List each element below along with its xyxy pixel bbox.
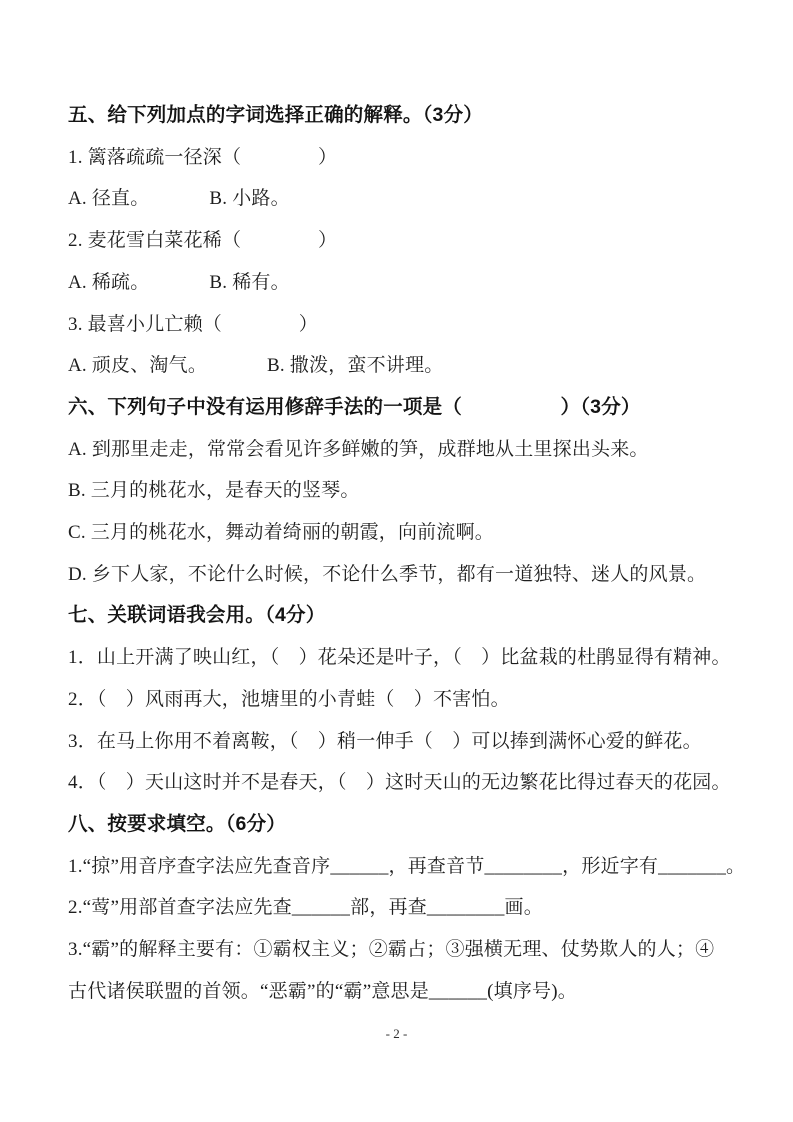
page-number: - 2 - [385, 1026, 408, 1041]
option-a-label: A. 径直。 [68, 188, 150, 210]
section-5-question-3: 3. 最喜小儿亡赖（ ） [68, 313, 319, 335]
section-6-option-b: B. 三月的桃花水，是春天的竖琴。 [68, 480, 360, 502]
section-7-item-1: 1．山上开满了映山红，（ ）花朵还是叶子，（ ）比盆栽的杜鹃显得有精神。 [68, 647, 731, 669]
section-5-question-2: 2. 麦花雪白菜花稀（ ） [68, 230, 338, 252]
section-5-question-3-options [68, 345, 774, 387]
section-7-item-4: 4．（ ）天山这时并不是春天，（ ）这时天山的无边繁花比得过春天的花园。 [68, 772, 731, 794]
section-5-question-1: 1. 篱落疏疏一径深（ ） [68, 146, 338, 168]
option-a-label: A. 稀疏。 [68, 271, 150, 293]
section-8-item-2: 2.“莺”用部首查字法应先查______部，再查________画。 [68, 897, 543, 919]
section-7-item-3: 3．在马上你用不着离鞍，（ ）稍一伸手（ ）可以捧到满怀心爱的鲜花。 [68, 730, 702, 752]
exam-content [68, 95, 774, 1012]
section-5-question-2-options [68, 262, 774, 304]
section-7-heading: 七、关联词语我会用。（4分） [68, 604, 326, 627]
section-5-heading: 五、给下列加点的字词选择正确的解释。（3分） [68, 104, 483, 126]
section-8-item-3-continued: 古代诸侯联盟的首领。“恶霸”的“霸”意思是______(填序号)。 [68, 980, 577, 1002]
option-b-label: B. 小路。 [209, 188, 290, 210]
section-8-heading: 八、按要求填空。（6分） [68, 812, 286, 835]
section-6-option-a: A. 到那里走走，常常会看见许多鲜嫩的笋，成群地从土里探出头来。 [68, 438, 649, 460]
section-5-question-1-options [68, 178, 774, 220]
option-a-label: A. 顽皮、淘气。 [68, 355, 208, 377]
option-b-label: B. 撒泼，蛮不讲理。 [267, 355, 444, 377]
section-8-item-3: 3.“霸”的解释主要有：①霸权主义；②霸占；③强横无理、仗势欺人的人；④ [68, 939, 715, 961]
section-6-heading: 六、下列句子中没有运用修辞手法的一项是（ ）（3分） [68, 395, 641, 418]
section-8-item-1: 1.“掠”用音序查字法应先查音序______，再查音节________，形近字有_______。 [68, 855, 746, 877]
section-6-option-c: C. 三月的桃花水，舞动着绮丽的朝霞，向前流啊。 [68, 522, 494, 544]
section-7-item-2: 2．（ ）风雨再大，池塘里的小青蛙（ ）不害怕。 [68, 688, 510, 710]
option-b-label: B. 稀有。 [209, 271, 290, 293]
section-6-option-d: D. 乡下人家，不论什么时候，不论什么季节，都有一道独特、迷人的风景。 [68, 563, 707, 585]
